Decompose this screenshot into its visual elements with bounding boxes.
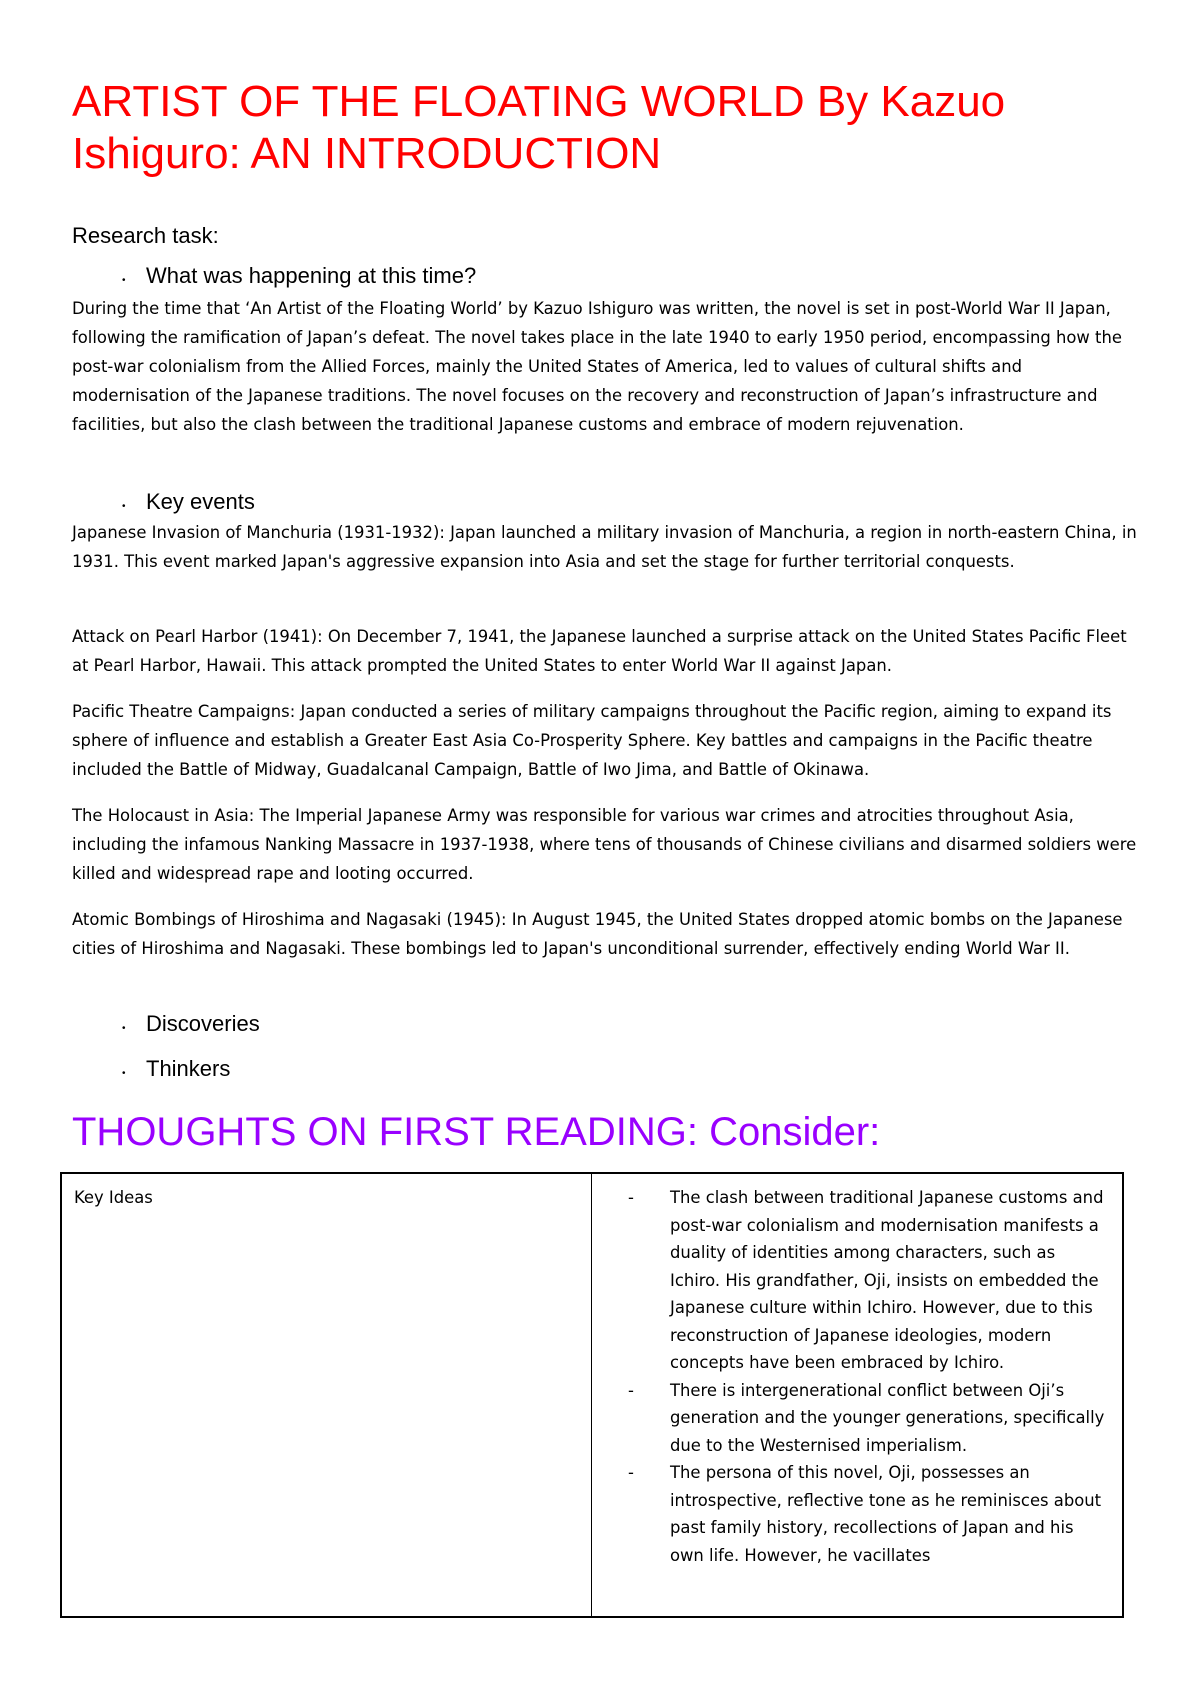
list-item-text: There is intergenerational conflict between Oji’s generation and the younger generations, specifically due to the Westernised imperialism.: [670, 1380, 1105, 1455]
bullet-heading-what-was-happening: [72, 262, 476, 295]
bullet-icon: •: [122, 275, 126, 286]
heading-thinkers: Thinkers: [146, 1056, 231, 1081]
key-ideas-label-cell: [62, 1174, 592, 1616]
list-item-text: The persona of this novel, Oji, possesses an introspective, reflective tone as he reminisces about past family history, recollections of Japan and his own life. However, he vacillates: [670, 1463, 1102, 1565]
bullet-heading-key-events: [72, 488, 255, 521]
list-item: [628, 1459, 1110, 1569]
heading-what-was-happening: What was happening at this time?: [146, 263, 477, 288]
heading-discoveries: Discoveries: [146, 1011, 260, 1036]
key-ideas-list: [628, 1184, 1110, 1569]
research-task-label: Research task:: [72, 223, 219, 248]
dash-marker: -: [628, 1463, 634, 1482]
bullet-icon: •: [122, 501, 126, 512]
event-paragraph: Japanese Invasion of Manchuria (1931-1932): Japan launched a military invasion of Manchuria, a region in north-eastern China, in 1931. This event marked Japan's aggressive expansion into Asia and set the stage for further territorial conquests.: [72, 523, 1137, 571]
dash-marker: -: [628, 1188, 634, 1207]
bullet-icon: •: [122, 1023, 126, 1034]
key-ideas-content-cell: [592, 1174, 1122, 1616]
list-item: [628, 1184, 1110, 1377]
list-item: [628, 1377, 1110, 1460]
thoughts-heading: THOUGHTS ON FIRST READING: Consider:: [72, 1110, 881, 1154]
list-item-text: The clash between traditional Japanese customs and post-war colonialism and modernisation manifests a duality of identities among characters, such as Ichiro. His grandfather, Oji, insists on embedded the Japanese culture within Ichiro. However, due to this reconstruction of Japanese ideologies, modern concepts have been embraced by Ichiro.: [670, 1188, 1104, 1372]
event-paragraph: The Holocaust in Asia: The Imperial Japanese Army was responsible for various war crimes and atrocities throughout Asia, including the infamous Nanking Massacre in 1937-1938, where tens of thousands of Chinese civilians and disarmed soldiers were killed and widespread rape and looting occurred.: [72, 806, 1137, 883]
bullet-heading-thinkers: [72, 1055, 230, 1088]
heading-key-events: Key events: [146, 489, 255, 514]
key-ideas-table: [60, 1172, 1124, 1618]
event-paragraph: Attack on Pearl Harbor (1941): On December 7, 1941, the Japanese launched a surprise attack on the United States Pacific Fleet at Pearl Harbor, Hawaii. This attack prompted the United States to enter World War II against Japan.: [72, 627, 1127, 675]
bullet-icon: •: [122, 1068, 126, 1079]
dash-marker: -: [628, 1380, 634, 1400]
paragraph-historical-context: During the time that ‘An Artist of the Floating World’ by Kazuo Ishiguro was written, the novel is set in post-World War II Japan, following the ramification of Japan’s defeat. The novel takes place in the late 1940 to early 1950 period, encompassing how the post-war colonialism from the Allied Forces, mainly the United States of America, led to values of cultural shifts and modernisation of the Japanese traditions. The novel focuses on the recovery and reconstruction of Japan’s infrastructure and facilities, but also the clash between the traditional Japanese customs and embrace of modern rejuvenation.: [72, 299, 1122, 434]
document-title: ARTIST OF THE FLOATING WORLD By Kazuo Ishiguro: AN INTRODUCTION: [72, 77, 1006, 178]
event-paragraph: Pacific Theatre Campaigns: Japan conducted a series of military campaigns throughout the Pacific region, aiming to expand its sphere of influence and establish a Greater East Asia Co-Prosperity Sphere. Key battles and campaigns in the Pacific theatre included the Battle of Midway, Guadalcanal Campaign, Battle of Iwo Jima, and Battle of Okinawa.: [72, 702, 1112, 779]
event-paragraph: Atomic Bombings of Hiroshima and Nagasaki (1945): In August 1945, the United States dropped atomic bombs on the Japanese cities of Hiroshima and Nagasaki. These bombings led to Japan's unconditional surrender, effectively ending World War II.: [72, 910, 1123, 958]
bullet-heading-discoveries: [72, 1010, 260, 1043]
key-ideas-label: Key Ideas: [74, 1188, 153, 1207]
